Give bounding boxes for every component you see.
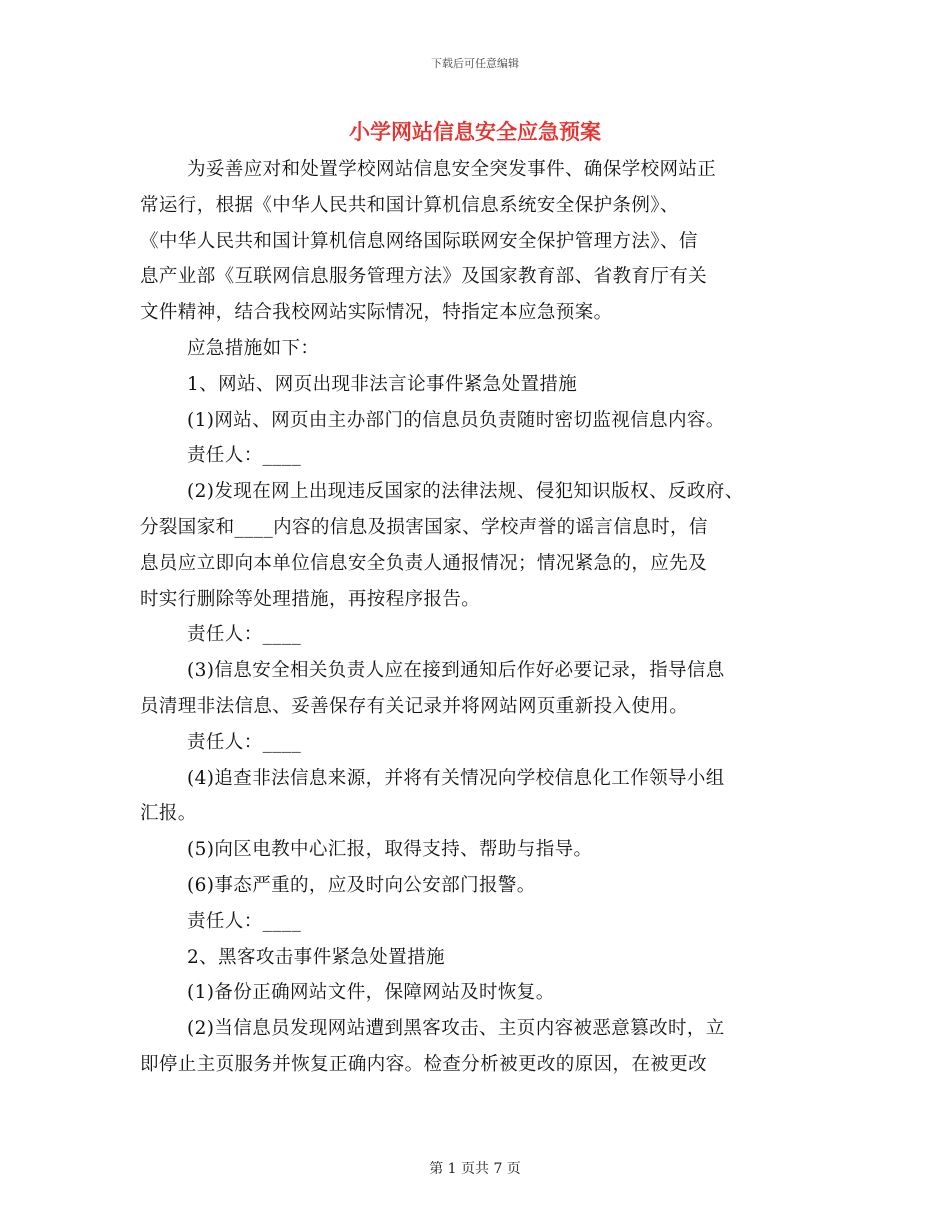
document-title: 小学网站信息安全应急预案 — [349, 119, 601, 144]
body-line: 汇报。 — [140, 803, 197, 825]
body-line: 文件精神，结合我校网站实际情况，特指定本应急预案。 — [140, 302, 613, 324]
body-line: 应急措施如下： — [187, 337, 320, 359]
body-line: (6)事态严重的，应及时向公安部门报警。 — [187, 874, 536, 896]
body-line: 责任人：____ — [187, 910, 302, 932]
body-line: (4)追查非法信息来源，并将有关情况向学校信息化工作领导小组 — [187, 767, 725, 789]
body-line: 员清理非法信息、妥善保存有关记录并将网站网页重新投入使用。 — [140, 695, 689, 717]
body-line: (3)信息安全相关负责人应在接到通知后作好必要记录，指导信息 — [187, 660, 725, 682]
body-line: 时实行删除等处理措施，再按程序报告。 — [140, 588, 481, 610]
body-line: (5)向区电教中心汇报，取得支持、帮助与指导。 — [187, 839, 593, 861]
body-line: (1)网站、网页由主办部门的信息员负责随时密切监视信息内容。 — [187, 409, 725, 431]
body-line: 息员应立即向本单位信息安全负责人通报情况；情况紧急的，应先及 — [140, 552, 708, 574]
body-line: 常运行，根据《中华人民共和国计算机信息系统安全保护条例》、 — [140, 194, 679, 216]
body-line: 责任人：____ — [187, 731, 302, 753]
page-footer: 第 1 页共 7 页 — [429, 1161, 521, 1177]
body-line: (1)备份正确网站文件，保障网站及时恢复。 — [187, 982, 555, 1004]
body-line: 责任人：____ — [187, 624, 302, 646]
body-line: (2)发现在网上出现违反国家的法律法规、侵犯知识版权、反政府、 — [187, 481, 744, 503]
body-line: 2、黑客攻击事件紧急处置措施 — [187, 946, 445, 968]
body-line: 责任人：____ — [187, 445, 302, 467]
body-line: 1、网站、网页出现非法言论事件紧急处置措施 — [187, 373, 578, 395]
body-line: 分裂国家和____内容的信息及损害国家、学校声誉的谣言信息时，信 — [140, 516, 708, 538]
body-line: 为妥善应对和处置学校网站信息安全突发事件、确保学校网站正 — [187, 159, 717, 180]
page-header: 下载后可任意编辑 — [431, 57, 519, 70]
body-line: 《中华人民共和国计算机信息网络国际联网安全保护管理方法》、信 — [140, 230, 698, 252]
body-line: (2)当信息员发现网站遭到黑客攻击、主页内容被恶意篡改时，立 — [187, 1018, 725, 1040]
document-body — [140, 152, 830, 1083]
body-line: 息产业部《互联网信息服务管理方法》及国家教育部、省教育厅有关 — [140, 266, 708, 288]
body-line: 即停止主页服务并恢复正确内容。检查分析被更改的原因，在被更改 — [140, 1053, 708, 1075]
